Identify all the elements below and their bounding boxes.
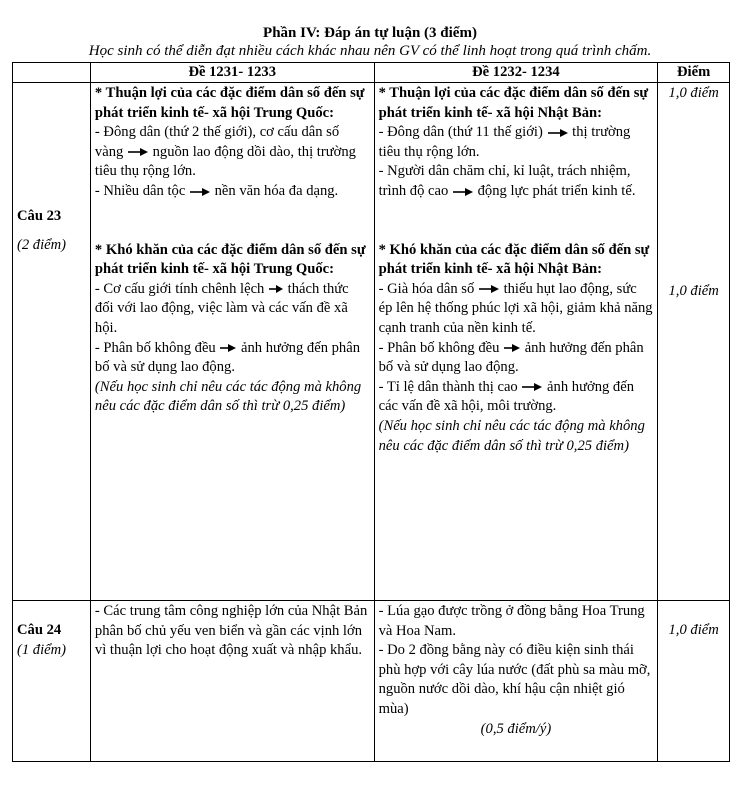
table-row-q23: [13, 83, 730, 601]
right-arrow-icon: [547, 128, 569, 138]
list-item: - Các trung tâm công nghiệp lớn của Nhật Bản phân bố chủ yếu ven biển và gần các vịnh lớn vì thuận lợi cho hoạt động xuất và nhập khẩu.: [94, 603, 368, 659]
advantages-title: * Thuận lợi của các đặc điểm dân số đến sự phát triển kinh tế- xã hội Nhật Bản:: [378, 85, 649, 121]
right-arrow-icon: [478, 284, 500, 294]
list-item: - Do 2 đồng bằng này có điều kiện sinh thái phù hợp với cây lúa nước (đất phù sa màu mỡ, nguồn nước dồi dào, khí hậu cận nhiệt gió mùa): [378, 642, 651, 717]
list-item: - Cơ cấu giới tính chênh lệch thách thức đối với lao động, việc làm và các vấn đề xã hội.: [94, 280, 349, 336]
question-points: (1 điểm): [17, 641, 67, 658]
header-version-b: Đề 1232- 1234: [374, 63, 658, 83]
question-cell-q24: [13, 601, 91, 762]
header-question: [13, 63, 91, 83]
deduction-note: (Nếu học sinh chỉ nêu các tác động mà không nêu các đặc điểm dân số thì trừ 0,25 điểm): [378, 417, 645, 454]
right-arrow-icon: [189, 187, 211, 197]
list-item: - Phân bố không đều ảnh hưởng đến phân bố và sử dụng lao động.: [94, 339, 361, 376]
list-item: - Đông dân (thứ 11 thế giới) thị trường tiêu thụ rộng lớn.: [378, 124, 631, 160]
right-arrow-icon: [268, 284, 284, 294]
section-title: Phần IV: Đáp án tự luận (3 điểm): [263, 25, 477, 41]
list-item: - Phân bố không đều ảnh hưởng đến phân bố và sử dụng lao động.: [378, 339, 644, 376]
advantages-title: * Thuận lợi của các đặc điểm dân số đến sự phát triển kinh tế- xã hội Trung Quốc:: [94, 85, 365, 121]
score-cell-q23: [658, 83, 730, 601]
score-value: 1,0 điểm: [668, 622, 719, 638]
right-arrow-icon: [503, 343, 521, 353]
header-version-a: Đề 1231- 1233: [90, 63, 374, 83]
list-item: - Già hóa dân số thiếu hụt lao động, sức ép lên hệ thống phúc lợi xã hội, giảm khả năng cạnh tranh của nền kinh tế.: [378, 280, 653, 336]
answer-table: [12, 62, 730, 762]
deduction-note: (Nếu học sinh chỉ nêu các tác động mà không nêu các đặc điểm dân số thì trừ 0,25 điểm): [94, 378, 362, 415]
right-arrow-icon: [127, 147, 149, 157]
points-per-item-note: (0,5 điểm/ý): [480, 720, 552, 737]
list-item: - Đông dân (thứ 2 thế giới), cơ cấu dân số vàng nguồn lao động dồi dào, thị trường tiêu thụ rộng lớn.: [94, 124, 356, 180]
list-item: - Người dân chăm chỉ, kỉ luật, trách nhiệm, trình độ cao động lực phát triển kinh tế.: [378, 163, 636, 199]
answer-cell-version-a: [90, 601, 374, 762]
right-arrow-icon: [521, 382, 543, 392]
header-score: Điểm: [658, 63, 730, 83]
score-disadvantages: 1,0 điểm: [668, 282, 719, 299]
answer-cell-version-b: [374, 601, 658, 762]
question-label: Câu 23: [17, 208, 62, 224]
answer-cell-version-b: [374, 83, 658, 601]
disadvantages-title: * Khó khăn của các đặc điểm dân số đến sự phát triển kinh tế- xã hội Trung Quốc:: [94, 241, 366, 278]
table-header-row: [13, 63, 730, 83]
table-row-q24: [13, 601, 730, 762]
disadvantages-title: * Khó khăn của các đặc điểm dân số đến sự phát triển kinh tế- xã hội Nhật Bản:: [378, 241, 650, 278]
answer-cell-version-a: [90, 83, 374, 601]
list-item: - Lúa gạo được trồng ở đồng bằng Hoa Trung và Hoa Nam.: [378, 603, 645, 639]
grading-note: Học sinh có thể diễn đạt nhiều cách khác nhau nên GV có thể linh hoạt trong quá trình chấm.: [88, 43, 652, 59]
list-item: - Nhiều dân tộc nền văn hóa đa dạng.: [94, 182, 339, 199]
question-label: Câu 24: [17, 622, 62, 638]
score-advantages: 1,0 điểm: [668, 85, 719, 101]
right-arrow-icon: [452, 187, 474, 197]
list-item: - Tỉ lệ dân thành thị cao ảnh hưởng đến các vấn đề xã hội, môi trường.: [378, 378, 635, 415]
question-points: (2 điểm): [17, 236, 67, 253]
score-cell-q24: [658, 601, 730, 762]
right-arrow-icon: [219, 343, 237, 353]
question-cell-q23: [13, 83, 91, 601]
